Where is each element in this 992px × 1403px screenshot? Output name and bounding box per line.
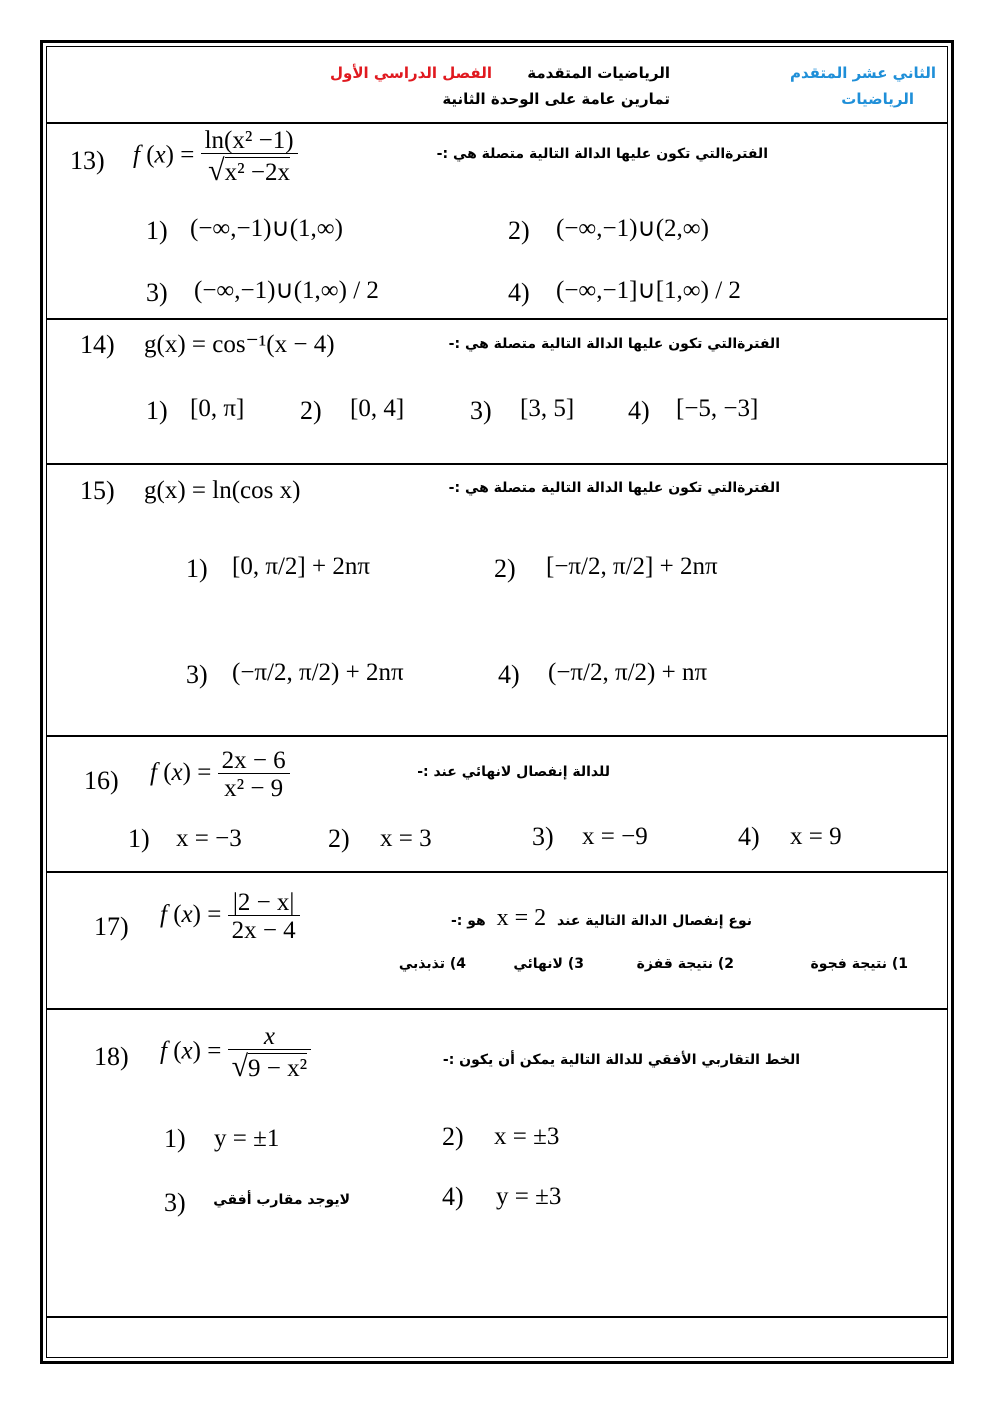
q16-number: 16) (84, 766, 119, 795)
q18-prompt: الخط التقاربي الأفقي للدالة التالية يمكن أن يكون :- (442, 1052, 800, 1068)
q13-opt3: (−∞,−1)∪(1,∞) / 2 (194, 277, 379, 304)
divider (46, 871, 948, 873)
divider (46, 735, 948, 737)
q13-opt4: (−∞,−1]∪[1,∞) / 2 (556, 277, 741, 304)
q13-opt4-label: 4) (508, 278, 530, 307)
q13-prompt: الفترةالتي تكون عليها الدالة التالية متصلة هي :- (436, 146, 768, 162)
q18-opt1: y = ±1 (214, 1125, 280, 1152)
q13-fname: f (133, 141, 140, 169)
q18-numerator: x (263, 1023, 275, 1050)
divider (46, 463, 948, 465)
q18-function: f (x) = $\frac{x}{\text{√9 − x²}}$ (160, 1024, 311, 1082)
q13-denominator: x² −2x (224, 159, 290, 186)
q18-number: 18) (94, 1042, 129, 1071)
header-subject-right: الرياضيات (841, 90, 914, 108)
q14-opt3: [3, 5] (520, 395, 575, 422)
header-subject-center: الرياضيات المتقدمة (527, 64, 670, 82)
q18-opt4: y = ±3 (496, 1183, 562, 1210)
q17-prompt-text: نوع إنفصال الدالة التالية عند (557, 913, 752, 929)
q18-opt3: لايوجد مقارب أفقي (213, 1192, 350, 1208)
q13-opt1-label: 1) (146, 216, 168, 245)
q15-opt3: (−π/2, π/2) + 2nπ (232, 659, 404, 686)
q14-opt4: [−5, −3] (676, 395, 759, 422)
q13-opt1: (−∞,−1)∪(1,∞) (190, 215, 343, 242)
q15-opt2: [−π/2, π/2] + 2nπ (546, 553, 718, 580)
q17-denominator: 2x − 4 (228, 915, 300, 943)
divider (46, 1008, 948, 1010)
q18-opt2: x = ±3 (494, 1123, 560, 1150)
q16-opt1: x = −3 (176, 825, 242, 852)
q13-function: f (x) = $\frac{\text{ln(x² −1)}}{\text{√x² −2x}}$ (133, 128, 298, 186)
sqrt-icon: √ (231, 1050, 249, 1083)
q15-prompt: الفترةالتي تكون عليها الدالة التالية متصلة هي :- (448, 480, 780, 496)
q17-numerator: |2 − x| (232, 889, 295, 916)
q17-opt4: 4) تذبذبي (398, 956, 466, 972)
q17-number: 17) (94, 912, 129, 941)
q14-opt4-label: 4) (628, 396, 650, 425)
q16-function: f (x) = $\frac{2x - 6}{\text{x² − 9}}$ (150, 748, 290, 801)
q15-number: 15) (80, 476, 115, 505)
q17-function: f (x) = $\frac{|2 - x|}{2x - 4}$ (160, 890, 300, 943)
q18-opt2-label: 2) (442, 1122, 464, 1151)
q14-opt2: [0, 4] (350, 395, 405, 422)
header-term: الفصل الدراسي الأول (330, 64, 492, 82)
q17-prompt-point: x = 2 (496, 905, 547, 931)
q17-opt1: 1) نتيجة فجوة (810, 956, 908, 972)
q17-opt3: 3) لانهائي (513, 956, 584, 972)
q16-prompt: للدالة إنفصال لانهائي عند :- (417, 764, 610, 780)
q17-fraction (228, 890, 300, 943)
q16-opt3: x = −9 (582, 823, 648, 850)
q14-opt1-label: 1) (146, 396, 168, 425)
header-grade: الثاني عشر المتقدم (789, 64, 936, 82)
q15-opt4-label: 4) (498, 660, 520, 689)
q18-opt3-label: 3) (164, 1188, 186, 1217)
q17-prompt-end: هو :- (450, 913, 486, 929)
q14-prompt: الفترةالتي تكون عليها الدالة التالية متصلة هي :- (448, 336, 780, 352)
q15-opt2-label: 2) (494, 554, 516, 583)
q13-fraction (201, 128, 298, 186)
q14-opt2-label: 2) (300, 396, 322, 425)
q15-opt1: [0, π/2] + 2nπ (232, 553, 370, 580)
q16-fraction (218, 748, 290, 801)
q16-opt1-label: 1) (128, 824, 150, 853)
q16-opt2: x = 3 (380, 825, 432, 852)
divider (46, 1316, 948, 1318)
header-title: تمارين عامة على الوحدة الثانية (442, 90, 670, 108)
q15-opt3-label: 3) (186, 660, 208, 689)
q16-opt4: x = 9 (790, 823, 842, 850)
q14-function: g(x) = cos⁻¹(x − 4) (144, 331, 335, 358)
sqrt-icon: √ (208, 154, 225, 187)
q14-opt3-label: 3) (470, 396, 492, 425)
q15-function: g(x) = ln(cos x) (144, 477, 301, 504)
divider (46, 122, 948, 124)
q13-numerator: ln(x² −1) (204, 127, 294, 154)
q16-numerator: 2x − 6 (221, 747, 286, 774)
q16-opt2-label: 2) (328, 824, 350, 853)
q16-opt3-label: 3) (532, 822, 554, 851)
q14-opt1: [0, π] (190, 395, 245, 422)
q16-opt4-label: 4) (738, 822, 760, 851)
q17-prompt (451, 906, 752, 930)
page-border-inner (46, 46, 948, 1358)
q15-opt4: (−π/2, π/2) + nπ (548, 659, 708, 686)
q13-opt2: (−∞,−1)∪(2,∞) (556, 215, 709, 242)
q18-denominator: 9 − x² (248, 1055, 308, 1082)
q16-denominator: x² − 9 (218, 773, 290, 801)
q18-opt1-label: 1) (164, 1124, 186, 1153)
q15-opt1-label: 1) (186, 554, 208, 583)
q13-opt3-label: 3) (146, 278, 168, 307)
q14-number: 14) (80, 330, 115, 359)
q18-fraction (228, 1024, 312, 1082)
q13-opt2-label: 2) (508, 216, 530, 245)
q17-opt2: 2) نتيجة قفزة (636, 956, 734, 972)
q13-number: 13) (70, 146, 105, 175)
q18-opt4-label: 4) (442, 1182, 464, 1211)
q13-var: x (154, 141, 166, 169)
divider (46, 318, 948, 320)
